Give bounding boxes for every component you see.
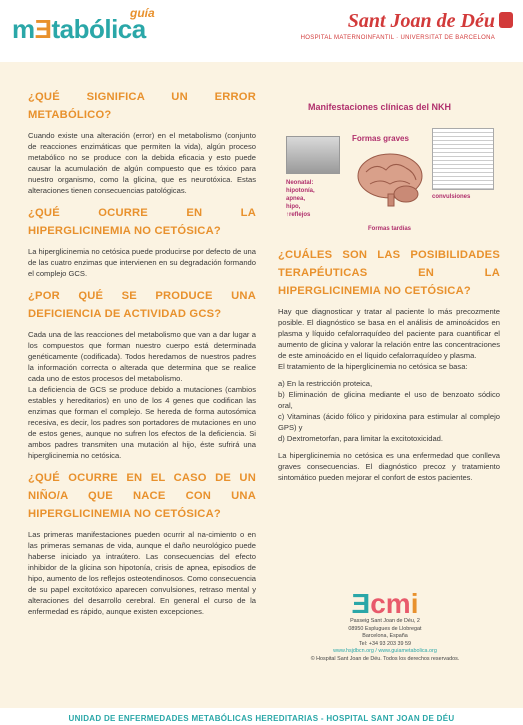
paragraph-tratamiento-intro: El tratamiento de la hiperglicinemia no cetósica se basa:	[278, 362, 468, 371]
page-footer	[0, 708, 523, 725]
logo-guia-tag: guía	[130, 6, 155, 20]
brain-illustration	[356, 150, 424, 208]
logo-wordmark: mƎtabólica	[12, 14, 146, 44]
heading-deficiencia-gcs: ¿POR QUÉ SE PRODUCE UNA DEFICIENCIA DE ACTIVIDAD GCS?	[28, 290, 256, 320]
paragraph-nino-nace: Las primeras manifestaciones pueden ocurrir al na-cimiento o en las primeras semanas de vida, aunque el daño neurológico puede haberse iniciado ya intraútero. Las consecuencias del efecto inhibidor de la glicina son hipotonía, crisis de apnea, episodios de hipo, aumento de los reflejos osteotendinosos. Como consecuencia de su papel excitotóxico aparecen convulsiones, retraso mental y alteraciones del desarrollo cerebral. En general el curso de la enfermedad es rápido, aunque existen excepciones.	[28, 530, 256, 616]
neonate-photo	[286, 136, 340, 174]
heading-posibilidades-terapeuticas: ¿CUÁLES SON LAS POSIBILIDADES TERAPÉUTICAS EN LA HIPERGLICINEMIA NO CETÓSICA?	[278, 249, 500, 297]
paragraph-deficiencia-gcs-2: La deficiencia de GCS se produce debido a mutaciones (cambios estables y hereditarios) en uno de los 4 genes que codifican las enzimas que forman el complejo. Se hereda de forma autosómica recesiva, es decir, los padres son portadores de mutaciones en uno de estos genes, aunque no sufren los efectos de la deficiencia. Si ambos padres transmiten una mutación al hijo, éste sufrirá una hiperglicinemia no cetósica.	[28, 385, 256, 460]
hospital-name: Sant Joan de Déu	[347, 10, 495, 32]
copyright-notice: © Hospital Sant Joan de Déu. Todos los derechos reservados.	[310, 655, 460, 662]
website-links[interactable]: www.hsjdbcn.org / www.guiametabolica.org	[333, 648, 437, 655]
paragraph-error-metabolico: Cuando existe una alteración (error) en el metabolismo (conjunto de reacciones enzimáticas que permiten la vida), algún proceso metabólico no se produce con la debida eficacia y esto puede causar la acumulación de algún compuesto que es tóxico para nuestro organismo, como la glicina, que es neurotóxica. Estas alteraciones tienen consecuencias patológicas.	[28, 131, 256, 195]
phone-number: Tel: +34 93 203 39 59	[358, 640, 411, 647]
guia-metabolica-logo[interactable]	[12, 6, 155, 45]
right-column	[278, 88, 500, 483]
figure-label-neonatal: Neonatal: hipotonía, apnea, hipo, ↑reflejos	[286, 180, 315, 218]
nkh-clinical-figure	[278, 88, 500, 238]
heading-nino-nace: ¿QUÉ OCURRE EN EL CASO DE UN NIÑO/A QUE NACE CON UNA HIPERGLICINEMIA NO CETÓSICA?	[28, 472, 256, 520]
hospital-subtitle: HOSPITAL MATERNOINFANTIL · UNIVERSITAT DE BARCELONA	[300, 35, 495, 41]
figure-label-tardias: Formas tardías	[368, 226, 412, 232]
address-line-3: Barcelona, España	[362, 633, 408, 640]
cmi-logo: Ǝcmi	[351, 588, 419, 619]
figure-title: Manifestaciones clínicas del NKH	[308, 102, 452, 112]
list-item-c: c) Vitaminas (ácido fólico y piridoxina para estimular al complejo GPS) y	[278, 412, 500, 432]
paragraph-hiperglicinemia: La hiperglicinemia no cetósica puede producirse por defecto de una de las cuatro enzimas que intervienen en su degradación formando el complejo GCS.	[28, 247, 256, 278]
page-header	[0, 0, 523, 62]
sant-joan-de-deu-logo[interactable]	[301, 10, 495, 41]
address-line-2: 08950 Esplugues de Llobregat	[348, 625, 422, 632]
paragraph-deficiencia-gcs-1: Cada una de las reacciones del metabolismo que van a dar lugar a los compuestos que forman nuestro cuerpo está determinada genéticamente (codificada). Todos heredamos de nuestros padres la información correcta o alterada que determina que se realice cada uno de estos procesos del metabolismo.	[28, 330, 256, 383]
address-line-1: Passeig Sant Joan de Déu, 2	[350, 618, 420, 624]
paragraph-diagnostico: Hay que diagnosticar y tratar al paciente lo más precozmente posible. El diagnóstico se basa en el análisis de aminoácidos en plasma y líquido cefalorraquídeo del paciente para cuantificar el aumento de glicina y valorar la relación entre las concentraciones de este aminoácido en el líquido cefalorraquídeo y plasma.	[278, 307, 500, 360]
left-column	[28, 88, 256, 617]
heading-error-metabolico: ¿QUÉ SIGNIFICA UN ERROR METABÓLICO?	[28, 91, 256, 121]
contact-block	[300, 590, 470, 664]
figure-label-convulsiones: convulsiones	[432, 194, 471, 200]
hospital-emblem-icon	[499, 12, 513, 28]
figure-label-graves: Formas graves	[352, 134, 409, 143]
eeg-trace-image	[432, 128, 494, 190]
list-item-b: b) Eliminación de glicina mediante el uso de benzoato sódico oral,	[278, 390, 500, 410]
list-item-a: a) En la restricción proteica,	[278, 379, 373, 388]
list-item-d: d) Dextrometorfan, para limitar la excitotoxicidad.	[278, 434, 444, 443]
footer-text: UNIDAD DE ENFERMEDADES METABÓLICAS HEREDITARIAS - HOSPITAL SANT JOAN DE DÉU	[68, 714, 455, 723]
paragraph-conclusion: La hiperglicinemia no cetósica es una enfermedad que conlleva graves consecuencias. El diagnóstico precoz y tratamiento sintomático pueden mejorar el confort de estos pacientes.	[278, 451, 500, 482]
heading-hiperglicinemia: ¿QUÉ OCURRE EN LA HIPERGLICINEMIA NO CETÓSICA?	[28, 207, 256, 237]
